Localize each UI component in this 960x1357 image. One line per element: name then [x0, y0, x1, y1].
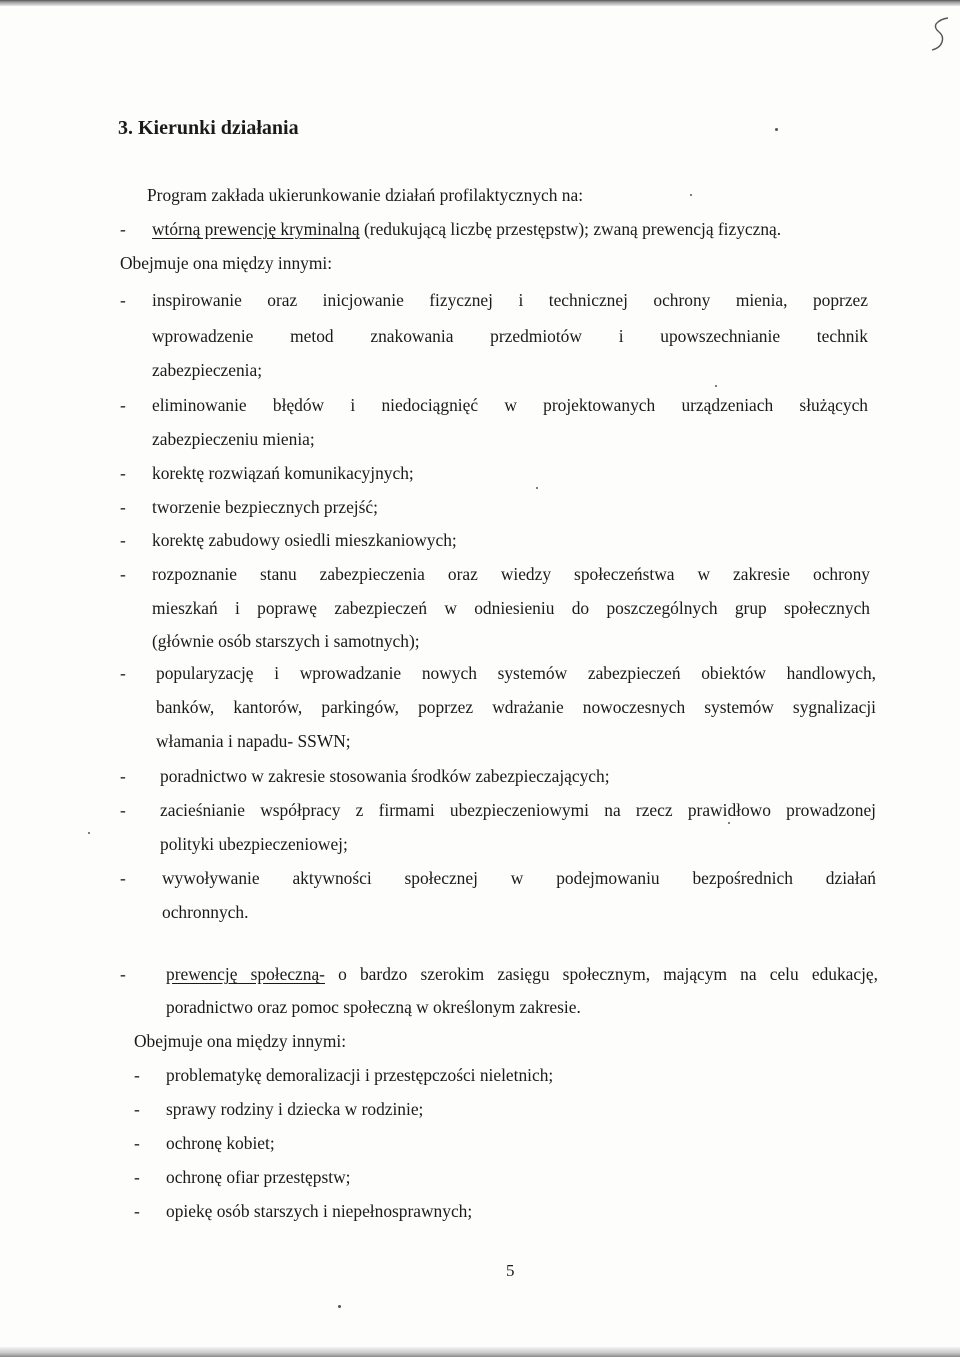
list-item-line: zabezpieczenia; [152, 360, 263, 380]
scan-speck [728, 822, 730, 824]
bullet-dash: - [134, 1201, 140, 1221]
bullet-dash: - [120, 530, 126, 550]
list-item-line: mieszkań i poprawę zabezpieczeń w odniesieniu do poszczególnych grup społecznych [152, 598, 870, 618]
list-item-line: inspirowanie oraz inicjowanie fizycznej i technicznej ochrony mienia, poprzez [152, 290, 868, 310]
term-secondary-prevention: wtórną prewencję kryminalną [152, 219, 360, 239]
bullet-dash: - [120, 395, 126, 415]
list-item-line: zacieśnianie współpracy z firmami ubezpieczeniowymi na rzecz prawidłowo prowadzonej [160, 800, 876, 820]
item-prevention-physical-rest: (redukującą liczbę przestępstw); zwaną prewencją fizyczną. [359, 219, 782, 239]
list-item-line: eliminowanie błędów i niedociągnięć w projektowanych urządzeniach służących [152, 395, 868, 415]
list-item-line: włamania i napadu- SSWN; [156, 731, 351, 751]
handwritten-page-mark [926, 14, 954, 54]
list-item-line: (głównie osób starszych i samotnych); [152, 631, 420, 651]
item-prevention-social [166, 963, 878, 985]
list-item-line: tworzenie bezpiecznych przejść; [152, 497, 378, 517]
bullet-dash: - [120, 964, 126, 984]
list-item-line: ochronnych. [162, 902, 249, 922]
section-heading: 3. Kierunki działania [118, 117, 299, 139]
bullet-dash: - [120, 290, 126, 310]
list-item-line: ochronę kobiet; [166, 1133, 275, 1153]
term-social-prevention: prewencję społeczną- [166, 964, 325, 984]
item-prevention-physical [152, 218, 781, 240]
scan-top-edge [0, 0, 960, 6]
scan-speck [775, 128, 778, 131]
list-item-line: wywoływanie aktywności społecznej w podejmowaniu bezpośrednich działań [162, 868, 876, 888]
list-item-line: polityki ubezpieczeniowej; [160, 834, 348, 854]
list-item-line: poradnictwo w zakresie stosowania środków zabezpieczających; [160, 766, 610, 786]
bullet-dash: - [120, 564, 126, 584]
item-prevention-social-rest: o bardzo szerokim zasięgu społecznym, mającym na celu edukację, [324, 964, 878, 984]
item-prevention-social-cont: poradnictwo oraz pomoc społeczną w określonym zakresie. [166, 997, 581, 1017]
intro-text: Program zakłada ukierunkowanie działań profilaktycznych na: [147, 185, 584, 205]
scan-speck [338, 1305, 341, 1308]
scan-bottom-edge [0, 1347, 960, 1357]
includes-label: Obejmuje ona między innymi: [120, 253, 333, 273]
bullet-dash: - [120, 800, 126, 820]
includes-label: Obejmuje ona między innymi: [134, 1031, 347, 1051]
scan-speck [715, 385, 717, 387]
page-number: 5 [506, 1261, 515, 1280]
bullet-dash: - [134, 1099, 140, 1119]
list-item-line: problematykę demoralizacji i przestępczości nieletnich; [166, 1065, 554, 1085]
bullet-dash: - [134, 1167, 140, 1187]
list-item-line: rozpoznanie stanu zabezpieczenia oraz wiedzy społeczeństwa w zakresie ochrony [152, 564, 870, 584]
list-item-line: opiekę osób starszych i niepełnosprawnych; [166, 1201, 473, 1221]
list-item-line: wprowadzenie metod znakowania przedmiotów i upowszechnianie technik [152, 326, 868, 346]
bullet-dash: - [120, 868, 126, 888]
bullet-dash: - [120, 766, 126, 786]
scan-speck [690, 194, 692, 196]
bullet-dash: - [120, 497, 126, 517]
scan-speck [536, 487, 538, 489]
bullet-dash: - [120, 663, 126, 683]
bullet-dash: - [134, 1133, 140, 1153]
bullet-dash: - [120, 219, 126, 239]
list-item-line: banków, kantorów, parkingów, poprzez wdrażanie nowoczesnych systemów sygnalizacji [156, 697, 876, 717]
bullet-dash: - [120, 463, 126, 483]
list-item-line: sprawy rodziny i dziecka w rodzinie; [166, 1099, 424, 1119]
list-item-line: ochronę ofiar przestępstw; [166, 1167, 351, 1187]
scan-speck [88, 832, 90, 834]
list-item-line: korektę rozwiązań komunikacyjnych; [152, 463, 414, 483]
list-item-line: popularyzację i wprowadzanie nowych systemów zabezpieczeń obiektów handlowych, [156, 663, 876, 683]
bullet-dash: - [134, 1065, 140, 1085]
list-item-line: zabezpieczeniu mienia; [152, 429, 315, 449]
list-item-line: korektę zabudowy osiedli mieszkaniowych; [152, 530, 457, 550]
